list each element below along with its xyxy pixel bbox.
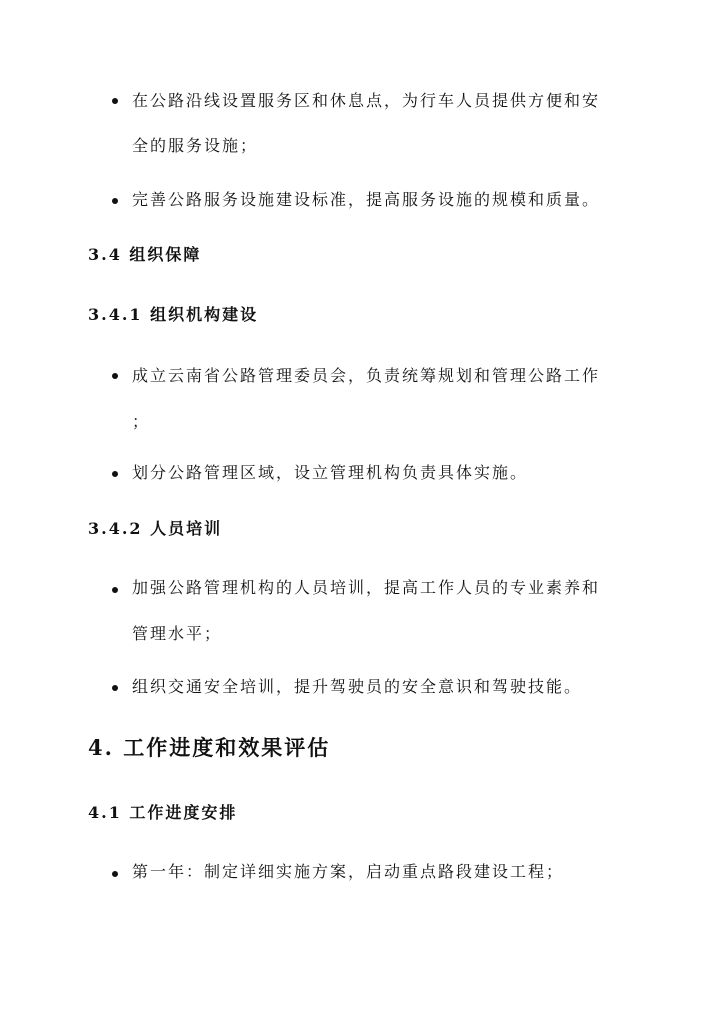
subsection-heading-3-4-1: 3.4.1 组织机构建设 — [88, 305, 259, 324]
section-heading-3-4: 3.4 组织保障 — [88, 245, 202, 264]
subsection-heading-3-4-2: 3.4.2 人员培训 — [88, 519, 223, 538]
section-heading-4: 4. 工作进度和效果评估 — [88, 735, 331, 760]
bullet-text: 在公路沿线设置服务区和休息点，为行车人员提供方便和安 — [132, 91, 601, 110]
bullet-dot — [112, 373, 118, 379]
bullet-text-continuation: 全的服务设施； — [132, 136, 259, 155]
bullet-dot — [112, 471, 118, 477]
bullet-text: 划分公路管理区域，设立管理机构负责具体实施。 — [132, 463, 529, 482]
bullet-dot — [112, 587, 118, 593]
subsection-heading-4-1: 4.1 工作进度安排 — [88, 803, 238, 822]
bullet-dot — [112, 98, 118, 104]
bullet-text: 成立云南省公路管理委员会，负责统筹规划和管理公路工作 — [132, 366, 601, 385]
bullet-text: 完善公路服务设施建设标准，提高服务设施的规模和质量。 — [132, 190, 601, 209]
bullet-text-continuation: ； — [132, 412, 151, 431]
bullet-dot — [112, 198, 118, 204]
bullet-text: 第一年：制定详细实施方案，启动重点路段建设工程； — [132, 862, 565, 881]
bullet-dot — [112, 871, 118, 877]
bullet-text-continuation: 管理水平； — [132, 624, 223, 643]
bullet-text: 组织交通安全培训，提升驾驶员的安全意识和驾驶技能。 — [132, 677, 583, 696]
bullet-dot — [112, 685, 118, 691]
bullet-text: 加强公路管理机构的人员培训，提高工作人员的专业素养和 — [132, 578, 601, 597]
